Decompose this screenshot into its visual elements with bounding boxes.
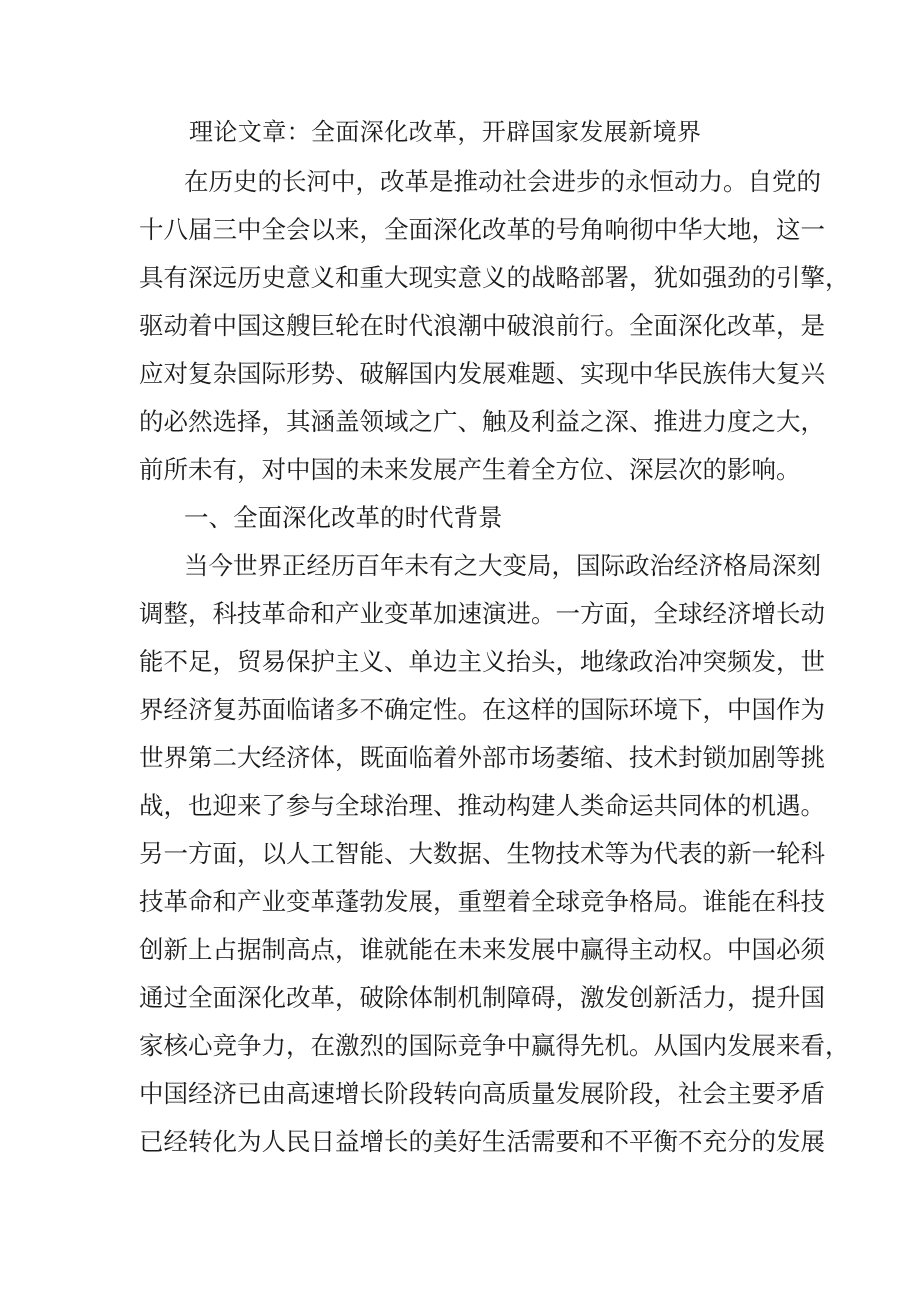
text-line: 能不足，贸易保护主义、单边主义抬头，地缘政治冲突频发，世: [139, 647, 825, 676]
article-title: 理论文章：全面深化改革，开辟国家发展新境界: [189, 118, 702, 146]
text-line: 驱动着中国这艘巨轮在时代浪潮中破浪前行。全面深化改革，是: [139, 311, 825, 340]
section-heading: 一、全面深化改革的时代背景: [184, 503, 503, 532]
text-line: 创新上占据制高点，谁就能在未来发展中赢得主动权。中国必须: [139, 935, 825, 964]
text-line: 家核心竞争力，在激烈的国际竞争中赢得先机。从国内发展来看，: [139, 1031, 850, 1060]
text-line: 世界第二大经济体，既面临着外部市场萎缩、技术封锁加剧等挑: [139, 743, 825, 772]
text-line: 通过全面深化改革，破除体制机制障碍，激发创新活力，提升国: [139, 983, 825, 1012]
text-line: 战，也迎来了参与全球治理、推动构建人类命运共同体的机遇。: [139, 791, 825, 820]
text-line: 当今世界正经历百年未有之大变局，国际政治经济格局深刻: [184, 551, 821, 580]
text-line: 另一方面，以人工智能、大数据、生物技术等为代表的新一轮科: [139, 839, 825, 868]
text-line: 在历史的长河中，改革是推动社会进步的永恒动力。自党的: [184, 167, 821, 196]
text-line: 十八届三中全会以来，全面深化改革的号角响彻中华大地，这一: [139, 215, 825, 244]
text-line: 已经转化为人民日益增长的美好生活需要和不平衡不充分的发展: [139, 1127, 825, 1156]
text-line: 技革命和产业变革蓬勃发展，重塑着全球竞争格局。谁能在科技: [139, 887, 825, 916]
text-line: 调整，科技革命和产业变革加速演进。一方面，全球经济增长动: [139, 599, 825, 628]
text-line: 中国经济已由高速增长阶段转向高质量发展阶段，社会主要矛盾: [139, 1079, 825, 1108]
text-line: 具有深远历史意义和重大现实意义的战略部署，犹如强劲的引擎，: [139, 263, 850, 292]
text-line: 的必然选择，其涵盖领域之广、触及利益之深、推进力度之大，: [139, 407, 825, 436]
text-line: 应对复杂国际形势、破解国内发展难题、实现中华民族伟大复兴: [139, 359, 825, 388]
text-line: 界经济复苏面临诸多不确定性。在这样的国际环境下，中国作为: [139, 695, 825, 724]
text-line: 前所未有，对中国的未来发展产生着全方位、深层次的影响。: [139, 455, 801, 484]
